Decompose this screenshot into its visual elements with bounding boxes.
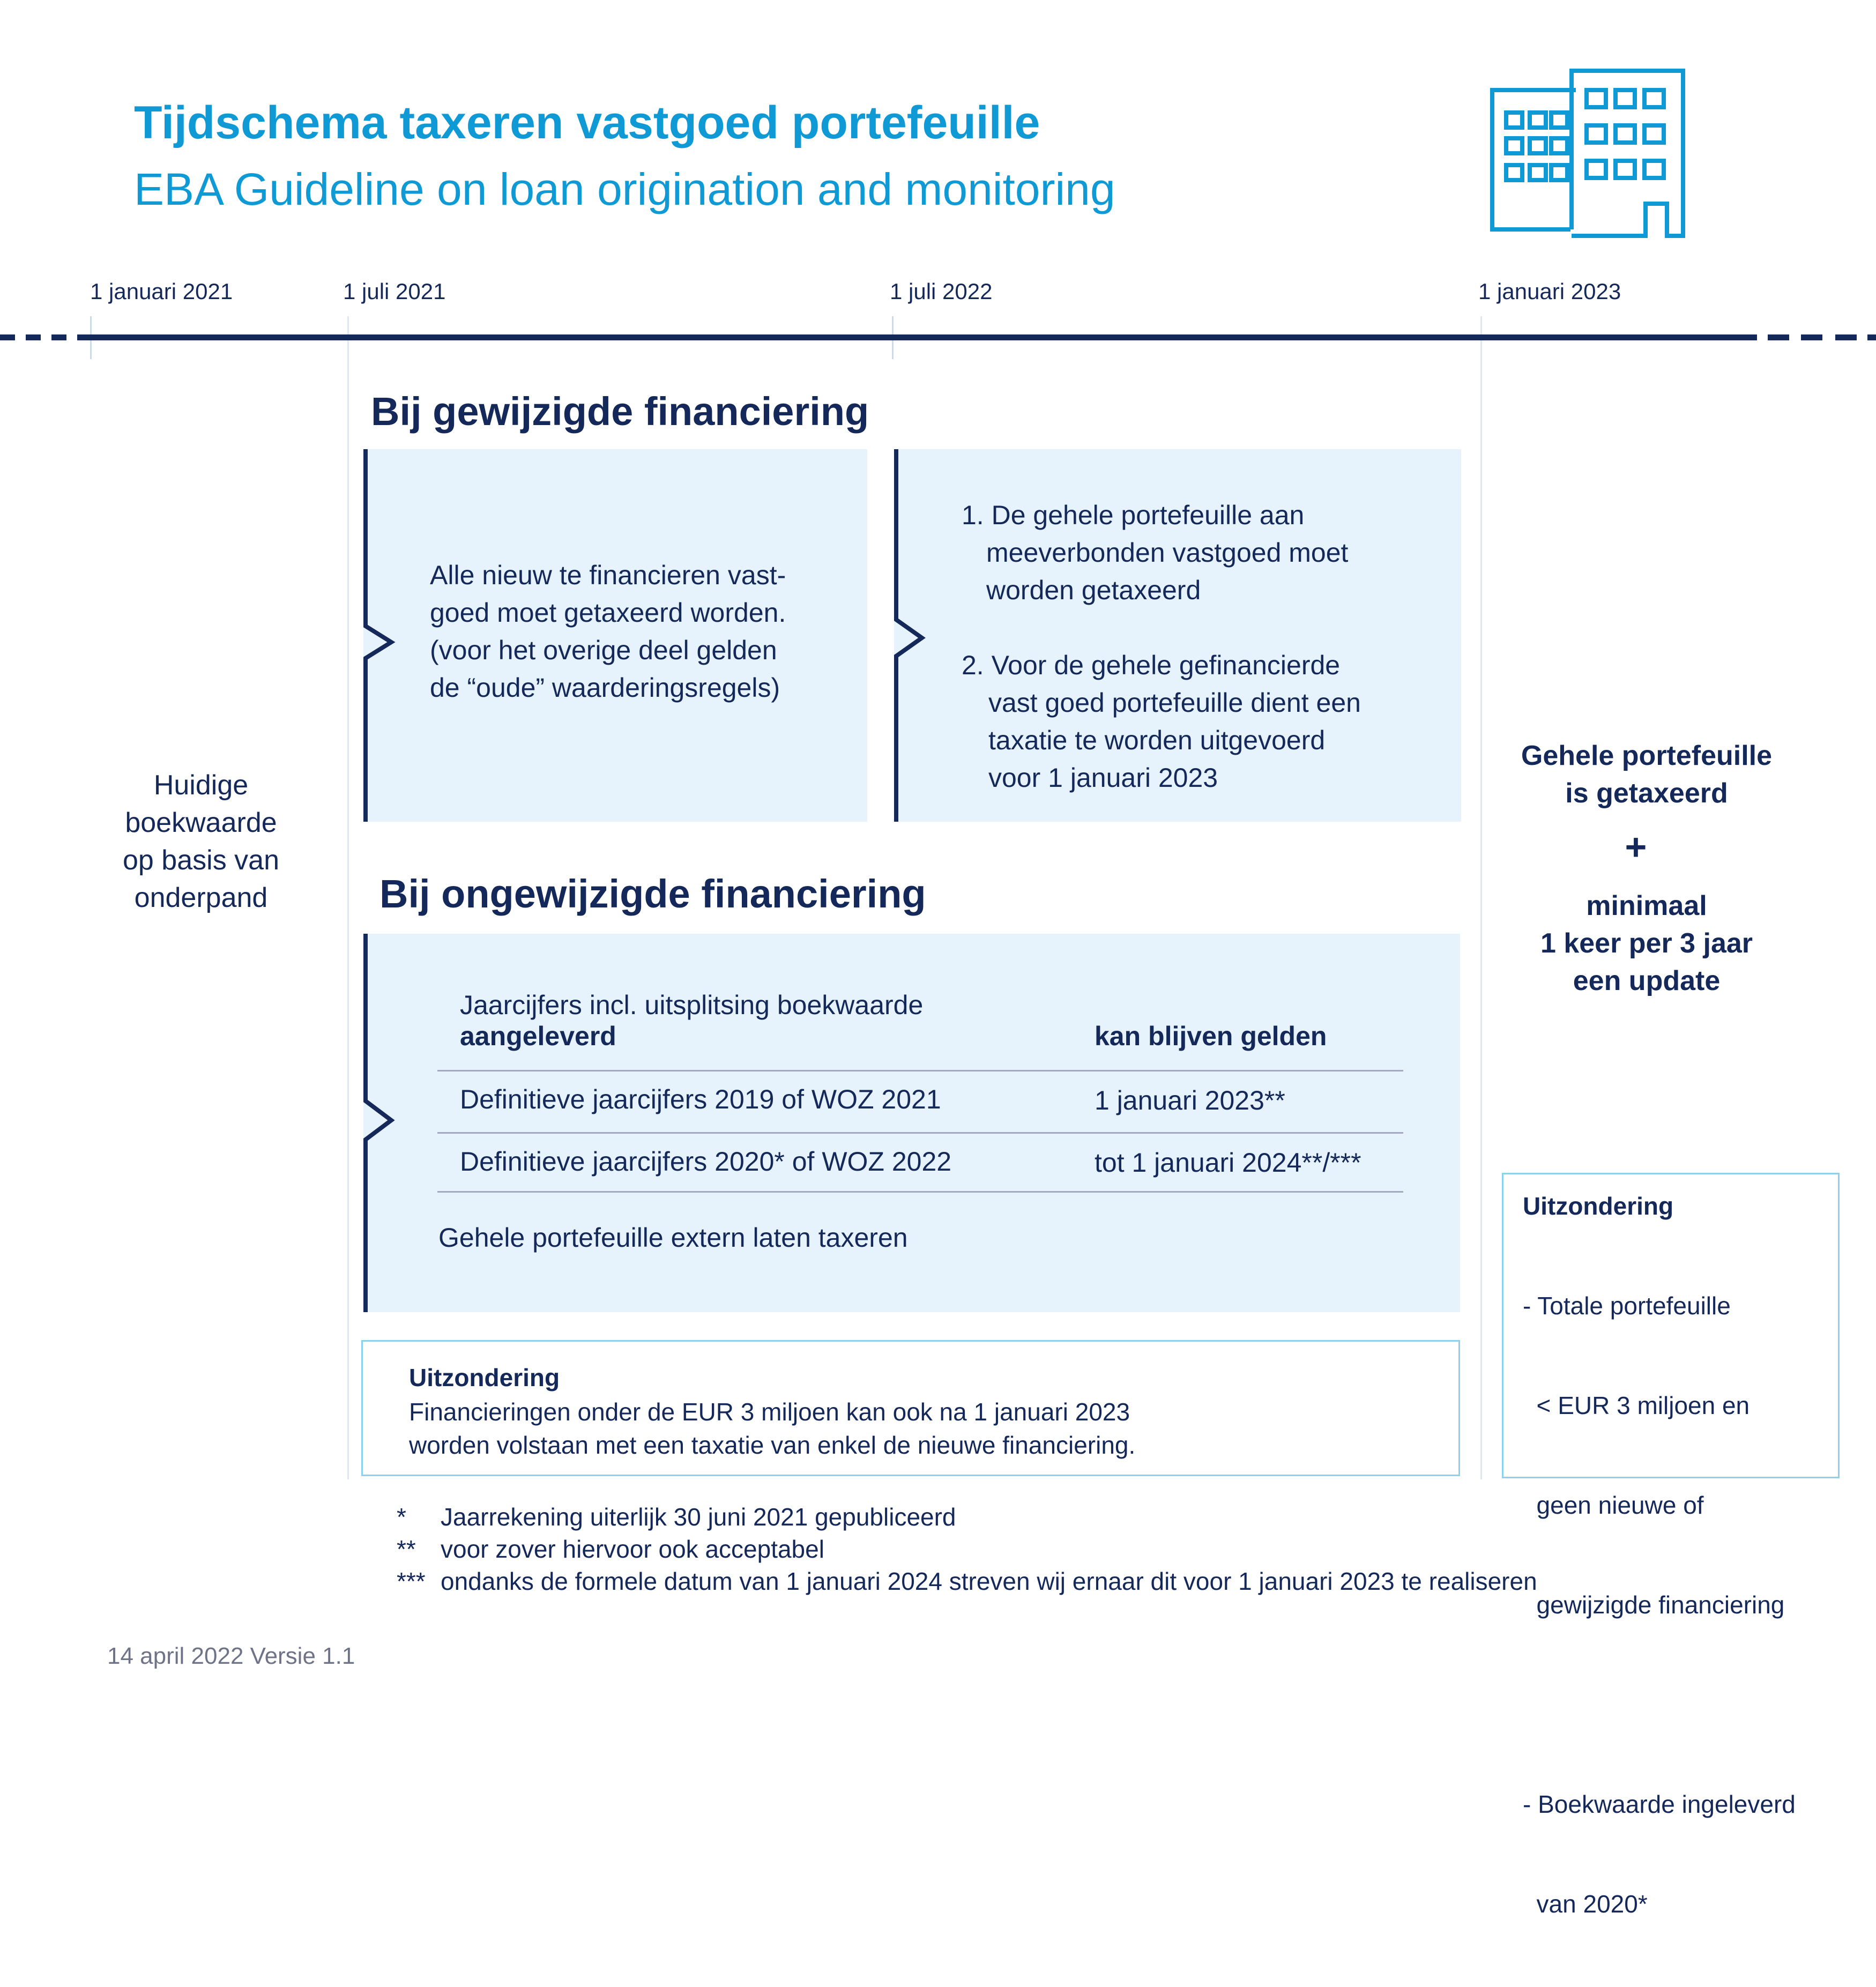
building-icon	[1490, 69, 1688, 240]
unchanged-financing-box	[363, 934, 1460, 1312]
timeline-date-2: 1 juli 2021	[343, 279, 446, 304]
timeline-date-1: 1 januari 2021	[90, 279, 233, 304]
portfolio-valued-text: Gehele portefeuille is getaxeerd	[1521, 740, 1773, 809]
timeline-dashes-left	[0, 334, 90, 340]
footnote-3: *** ondanks de formele datum van 1 januari 2024 streven wij ernaar dit voor 1 januari 2023 te realiseren	[397, 1567, 1537, 1595]
current-book-value-text: Huidige boekwaarde op basis van onderpand	[123, 770, 279, 913]
update-frequency-text: minimaal 1 keer per 3 jaar een update	[1540, 890, 1753, 996]
table-row-1-col1: Definitieve jaarcijfers 2019 of WOZ 2021	[460, 1084, 941, 1114]
table-header-col1: Jaarcijfers incl. uitsplitsing boekwaarde aangeleverd	[460, 990, 924, 1051]
exception-box-bottom	[361, 1340, 1460, 1476]
exception-box-right	[1502, 1173, 1840, 1918]
timeline-divider	[1480, 316, 1482, 1479]
changed-financing-period1: Alle nieuw te financieren vast- goed moet getaxeerd worden. (voor het overige deel gelden de “oude” waarderingsregels)	[363, 449, 867, 822]
version-label: 14 april 2022 Versie 1.1	[107, 1643, 355, 1669]
table-divider	[437, 1070, 1403, 1071]
plus-icon: +	[1625, 826, 1647, 868]
timeline-date-4: 1 januari 2023	[1478, 279, 1621, 304]
exception-title: Uitzondering	[409, 1364, 560, 1391]
timeline-divider	[347, 316, 349, 1479]
changed-financing-heading: Bij gewijzigde financiering	[371, 389, 869, 434]
footnotes	[397, 1501, 1537, 1597]
exception-text: - Totale portefeuille < EUR 3 miljoen en geen nieuwe of gewijzigde financiering - Boekwaarde ingeleverd van 2020*	[1523, 1292, 1796, 1918]
exception-text: Financieringen onder de EUR 3 miljoen kan ook na 1 januari 2023 worden volstaan met een taxatie van enkel de nieuwe financiering.	[409, 1398, 1136, 1459]
bracket-arrow-icon	[363, 449, 396, 822]
unchanged-financing-heading: Bij ongewijzigde financiering	[379, 872, 926, 916]
page-title: Tijdschema taxeren vastgoed portefeuille	[134, 97, 1040, 148]
page-subtitle: EBA Guideline on loan origination and monitoring	[134, 164, 1115, 214]
bracket-arrow-icon	[363, 934, 396, 1312]
bracket-arrow-icon	[894, 449, 926, 822]
external-valuation-text: Gehele portefeuille extern laten taxeren	[438, 1223, 908, 1253]
timeline-line	[90, 334, 1757, 340]
exception-title: Uitzondering	[1523, 1192, 1674, 1220]
table-row-1-col2: 1 januari 2023**	[1095, 1085, 1285, 1115]
timeline-dashes-right	[1757, 334, 1876, 340]
footnote-2: ** voor zover hiervoor ook acceptabel	[397, 1535, 824, 1563]
table-row-2-col2: tot 1 januari 2024**/***	[1095, 1148, 1361, 1178]
table-divider	[437, 1191, 1403, 1193]
timeline-date-3: 1 juli 2022	[890, 279, 993, 304]
table-divider	[437, 1132, 1403, 1134]
footnote-1: * Jaarrekening uiterlijk 30 juni 2021 gepubliceerd	[397, 1503, 956, 1531]
changed-financing-period2: 1. De gehele portefeuille aan meeverbonden vastgoed moet worden getaxeerd 2. Voor de gehele gefinancierde vast goed portefeuille dient een taxatie te worden uitgevoerd voor 1 januari 2023	[894, 449, 1461, 822]
table-header-col2: kan blijven gelden	[1095, 1021, 1327, 1051]
table-row-2-col1: Definitieve jaarcijfers 2020* of WOZ 2022	[460, 1147, 952, 1177]
